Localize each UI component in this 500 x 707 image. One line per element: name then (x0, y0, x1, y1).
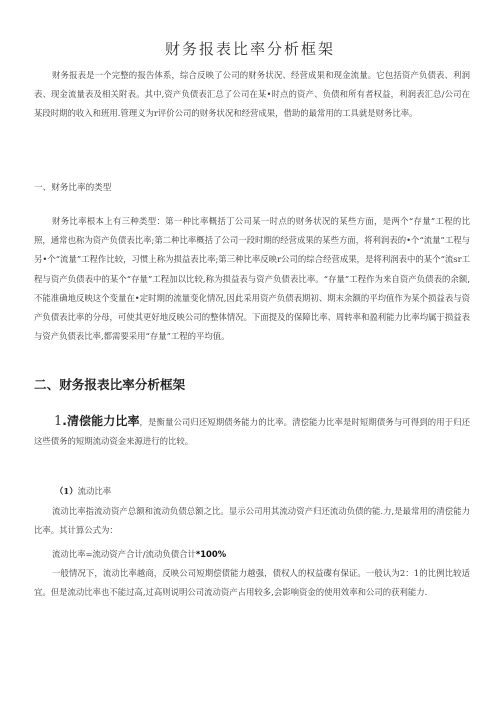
document-title: 财务报表比率分析框架 (164, 40, 335, 58)
subsection1-number: 1 (54, 414, 63, 429)
section2-heading: 二、财务报表比率分析框架 (34, 377, 186, 392)
item1-heading (55, 485, 111, 497)
item1-note: 一般情况下，流动比率越商，反映公司短期偿债能力越强，债权人的权益碟有保证。一般认为2：1的比例比较适宜。但是流动比率也不能过高,过高则说明公司流动资产占用较多,会影响资金的使用效率和公司的获利能力. (34, 568, 470, 598)
subsection1-text: ，是衡量公司归还短期债务能力的比率。清偿能力比率是时短期债务与可得到的用于归还这些债务的短期流动资金来源进行的比较。 (34, 417, 470, 446)
item1-description: 流动比率指流动资产总额和流动负债总额之比。显示公司用其流动资产归还流动负债的能.力,是最常用的清偿能力比率。其计算公式为： (34, 506, 470, 536)
formula-percent: *100% (195, 549, 227, 559)
formula-text: 流动比率=流动资产合计/流动负债合计 (52, 549, 196, 559)
item1-title: 流动比率 (77, 486, 112, 496)
current-ratio-formula (52, 548, 226, 560)
section1-heading: 一、财务比率的类型 (34, 183, 112, 193)
intro-paragraph: 财务报表是一个完整的报告体系，综合反映了公司的财务状况、经营成果和现金流量。它包括资产负债表、利润表、现金流量表及相关附表。其中,资产负债表汇总了公司在某•时点的资产、负债和所有者权益，利润表汇总/公司在某段时期的收入和班用.管理义为r评价公司的财务状况和经营成果，借助的最常用的工具就是财务比率。 (34, 70, 470, 119)
section1-paragraph: 财务比率根本上有三种类型：第一种比率概括丁公司某一时点的财务状况的某些方面，是两个“存量”工程的比照，通常也称为资产负债表比率;第二种比率概括了公司一段时期的经营成果的某些方面，将利润表的•个“流量”工程与另•个“流量”工程作比较，习惯上称为损益表比率;第三种比率反映r公司的综合经营成果，是将利润表中的某个“流sr工程与资产负债表中的某个“存量”工程加以比较,称为损益表与资产负债表比率。“存量”工程作为来自资产负债表的余额,不能准确地反映这个变量在•定时期的流量变化情况,因此采用资产负债表期初、期末余额的平均值作为某个损益表与资产负债表比率的分母，可使其更好地反映公司的整体情况。下面提及的保障比率、周转率和盈利能力比率均属于损益表与资产负债表比率,都需要采用“存量”工程的平均值。 (34, 216, 470, 342)
subsection1-title: .清偿能力比率 (62, 414, 140, 428)
subsection1-paragraph (34, 412, 470, 451)
item1-label: （1） (55, 486, 78, 496)
